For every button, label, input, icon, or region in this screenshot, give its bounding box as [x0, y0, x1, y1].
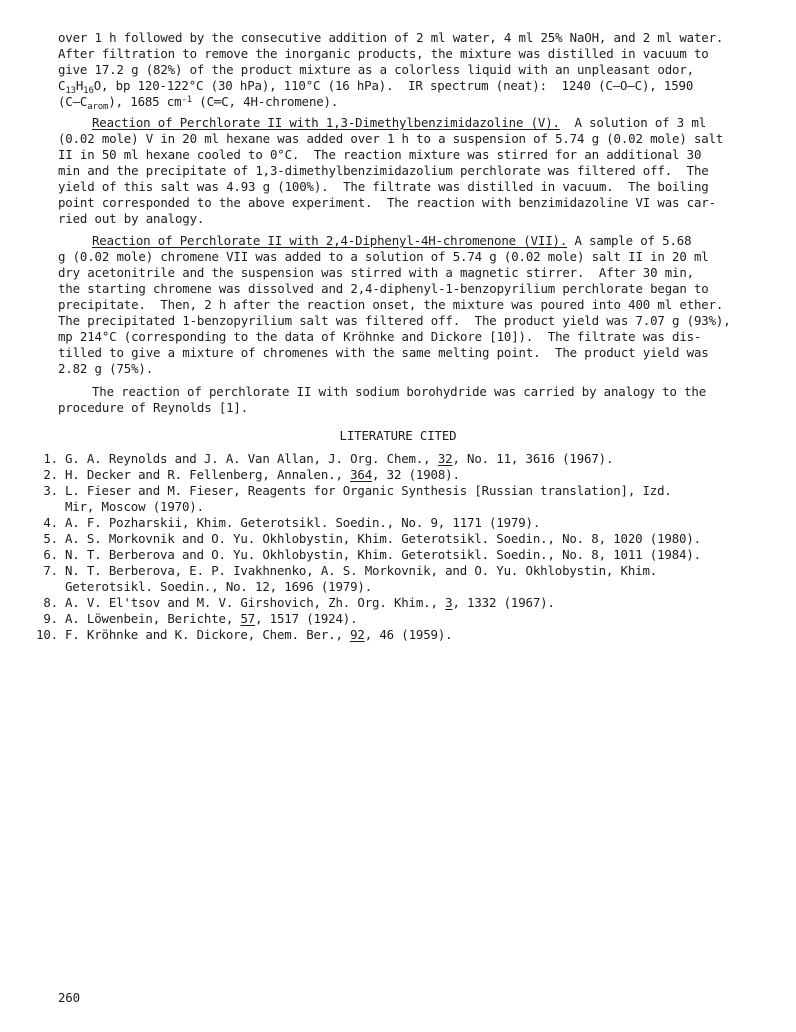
text-line: procedure of Reynolds [1]. — [58, 400, 249, 415]
references-heading: LITERATURE CITED — [339, 428, 457, 443]
text-line: dry acetonitrile and the suspension was stirred with a magnetic stirrer. After 30 min, — [58, 265, 694, 280]
paragraph-heading-line: Reaction of Perchlorate II with 2,4-Diphenyl-4H-chromenone (VII). A sample of 5.68 — [92, 233, 692, 248]
reference-text: N. T. Berberova and O. Yu. Okhlobystin, Khim. Geterotsikl. Soedin., No. 8, 1011 (1984). — [65, 547, 701, 562]
reference-number: 6. — [43, 547, 58, 562]
reference-number: 5. — [43, 531, 58, 546]
reference-text-continued: Mir, Moscow (1970). — [65, 499, 204, 514]
reference-text: G. A. Reynolds and J. A. Van Allan, J. Org. Chem., 32, No. 11, 3616 (1967). — [65, 451, 614, 466]
reference-text: H. Decker and R. Fellenberg, Annalen., 364, 32 (1908). — [65, 467, 460, 482]
text-line: II in 50 ml hexane cooled to 0°C. The reaction mixture was stirred for an additional 30 — [58, 147, 702, 162]
reference-text: A. V. El'tsov and M. V. Girshovich, Zh. Org. Khim., 3, 1332 (1967). — [65, 595, 555, 610]
text-line: ried out by analogy. — [58, 211, 205, 226]
reference-number: 4. — [43, 515, 58, 530]
section-run-in-title: Reaction of Perchlorate II with 2,4-Diphenyl-4H-chromenone (VII). — [92, 233, 568, 248]
reference-text: A. Löwenbein, Berichte, 57, 1517 (1924). — [65, 611, 358, 626]
formula-line: $C_{13}H_{16}O$, bp 120-122°C (30 hPa), 110°C (16 hPa). IR spectrum (neat): 1240 (C—O—C), 1590 — [58, 78, 694, 96]
reference-text: A. F. Pozharskii, Khim. Geterotsikl. Soedin., No. 9, 1171 (1979). — [65, 515, 541, 530]
reference-number: 1. — [43, 451, 58, 466]
volume-number: 92 — [350, 627, 365, 642]
formula-line: $(C—C_{arom})$, 1685 $cm^{-1}$ (C═C, 4H-chromene). — [58, 94, 339, 112]
reference-number: 8. — [43, 595, 58, 610]
text-line: The precipitated 1-benzopyrilium salt was filtered off. The product yield was 7.07 g (93%), — [58, 313, 731, 328]
text-line: 2.82 g (75%). — [58, 361, 154, 376]
text-line: (0.02 mole) V in 20 ml hexane was added over 1 h to a suspension of 5.74 g (0.02 mole) salt — [58, 131, 724, 146]
reference-number: 7. — [43, 563, 58, 578]
section-run-in-title: Reaction of Perchlorate II with 1,3-Dimethylbenzimidazoline (V). — [92, 115, 560, 130]
paragraph-heading-line: Reaction of Perchlorate II with 1,3-Dimethylbenzimidazoline (V). A solution of 3 ml — [92, 115, 707, 130]
text-line: g (0.02 mole) chromene VII was added to a solution of 5.74 g (0.02 mole) salt II in 20 ml — [58, 249, 709, 264]
text-line: over 1 h followed by the consecutive addition of 2 ml water, 4 ml 25% NaOH, and 2 ml water. — [58, 30, 724, 45]
reference-number: 3. — [43, 483, 58, 498]
text-line: yield of this salt was 4.93 g (100%). The filtrate was distilled in vacuum. The boiling — [58, 179, 709, 194]
reference-number: 9. — [43, 611, 58, 626]
page-number: 260 — [58, 990, 80, 1005]
volume-number: 57 — [240, 611, 256, 626]
text-line: The reaction of perchlorate II with sodium borohydride was carried by analogy to the — [92, 384, 707, 399]
reference-text: A. S. Morkovnik and O. Yu. Okhlobystin, Khim. Geterotsikl. Soedin., No. 8, 1020 (1980). — [65, 531, 701, 546]
text-line: After filtration to remove the inorganic products, the mixture was distilled in vacuum to — [58, 46, 709, 61]
text-line: tilled to give a mixture of chromenes with the same melting point. The product yield was — [58, 345, 709, 360]
text-line: mp 214°C (corresponding to the data of Kröhnke and Dickore [10]). The filtrate was dis- — [58, 329, 702, 344]
text-line: point corresponded to the above experiment. The reaction with benzimidazoline VI was car- — [58, 195, 716, 210]
text-line: give 17.2 g (82%) of the product mixture as a colorless liquid with an unpleasant odor, — [58, 62, 694, 77]
volume-number: 32 — [437, 451, 453, 466]
reference-number: 2. — [43, 467, 58, 482]
reference-text: L. Fieser and M. Fieser, Reagents for Organic Synthesis [Russian translation], Izd. — [65, 483, 672, 498]
text-line: min and the precipitate of 1,3-dimethylbenzimidazolium perchlorate was filtered off. The — [58, 163, 709, 178]
reference-text: N. T. Berberova, E. P. Ivakhnenko, A. S. Morkovnik, and O. Yu. Okhlobystin, Khim. — [65, 563, 658, 578]
text-line: the starting chromene was dissolved and 2,4-diphenyl-1-benzopyrilium perchlorate began to — [58, 281, 709, 296]
volume-number: 3 — [445, 595, 453, 610]
reference-text: F. Kröhnke and K. Dickore, Chem. Ber., 92, 46 (1959). — [65, 627, 453, 642]
reference-text-continued: Geterotsikl. Soedin., No. 12, 1696 (1979). — [65, 579, 373, 594]
volume-number: 364 — [350, 467, 373, 482]
text-line: precipitate. Then, 2 h after the reaction onset, the mixture was poured into 400 ml ether. — [58, 297, 724, 312]
reference-number: 10. — [36, 627, 58, 642]
